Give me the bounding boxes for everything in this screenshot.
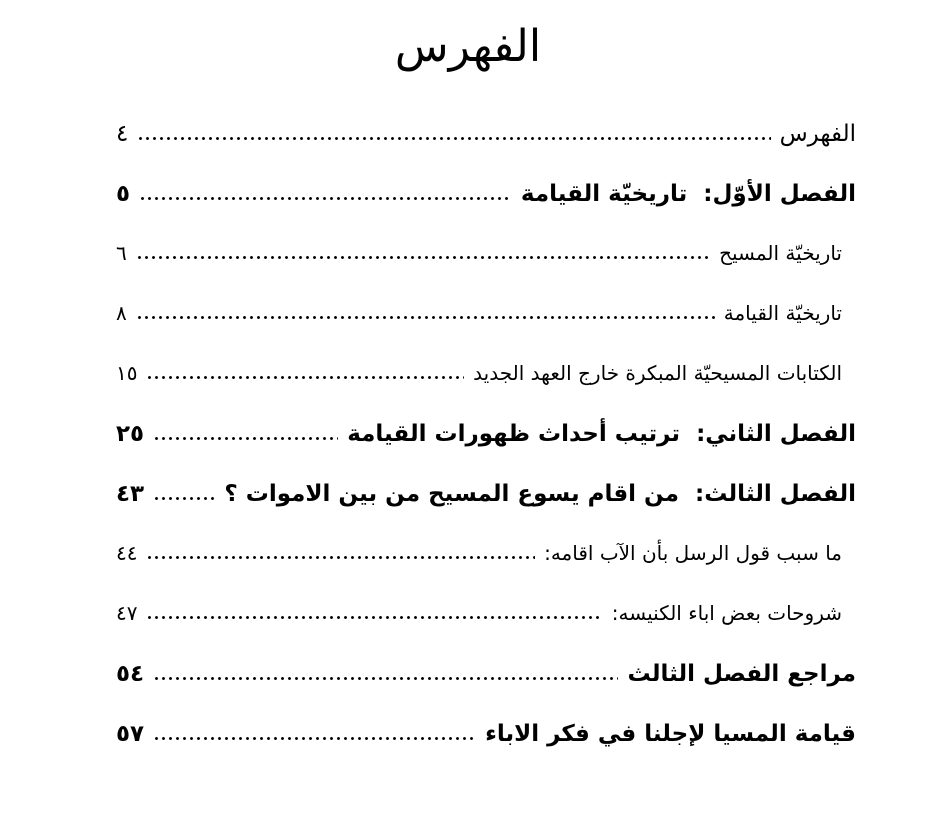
- dot-leader: [153, 496, 215, 501]
- toc-entry[interactable]: [116, 520, 856, 580]
- toc-entry[interactable]: [116, 280, 856, 340]
- toc-entry-label: الكتابات المسيحيّة المبكرة خارج العهد الجديد: [473, 360, 842, 385]
- toc-entry[interactable]: [116, 460, 856, 520]
- toc-entry-label: مراجع الفصل الثالث: [627, 660, 856, 687]
- toc-entry-label: الفصل الثاني: ترتيب أحداث ظهورات القيامة: [347, 420, 856, 447]
- dot-leader: [146, 555, 535, 560]
- toc-entry[interactable]: [116, 580, 856, 640]
- toc-entry-page-number: ٨: [116, 300, 127, 325]
- toc-entry-page-number: ٥٤: [116, 660, 145, 687]
- toc-entry-page-number: ٦: [116, 240, 127, 265]
- toc-entry-label: ما سبب قول الرسل بأن الآب اقامه:: [544, 540, 842, 565]
- toc-entry[interactable]: [116, 100, 856, 160]
- dot-leader: [137, 136, 770, 141]
- dot-leader: [136, 255, 710, 260]
- toc-entry-label: الفهرس: [779, 120, 856, 147]
- dot-leader: [146, 375, 464, 380]
- toc-entry-page-number: ٤٧: [116, 600, 138, 625]
- page-title: الفهرس: [394, 21, 542, 72]
- toc-entry-label: الفصل الثالث: من اقام يسوع المسيح من بين الاموات ؟: [224, 480, 856, 507]
- dot-leader: [139, 196, 512, 201]
- toc-entry-page-number: ٥: [116, 180, 131, 207]
- toc-entry-page-number: ٢٥: [116, 420, 145, 447]
- toc-entry[interactable]: [116, 700, 856, 760]
- toc-entry[interactable]: [116, 160, 856, 220]
- dot-leader: [146, 615, 602, 620]
- toc-entry-label: شروحات بعض اباء الكنيسه:: [611, 600, 842, 625]
- table-of-contents: [0, 100, 936, 760]
- toc-entry-page-number: ٥٧: [116, 720, 145, 747]
- toc-entry-page-number: ١٥: [116, 360, 138, 385]
- dot-leader: [136, 315, 715, 320]
- toc-entry-page-number: ٤٣: [116, 480, 145, 507]
- toc-entry[interactable]: [116, 220, 856, 280]
- toc-entry-page-number: ٤٤: [116, 540, 138, 565]
- toc-entry-page-number: ٤: [116, 120, 129, 147]
- toc-entry-label: قيامة المسيا لإجلنا في فكر الاباء: [485, 720, 856, 747]
- toc-entry[interactable]: [116, 340, 856, 400]
- dot-leader: [153, 736, 476, 741]
- dot-leader: [153, 676, 618, 681]
- dot-leader: [153, 436, 338, 441]
- toc-entry-label: تاريخيّة المسيح: [719, 240, 842, 265]
- toc-entry[interactable]: [116, 640, 856, 700]
- toc-entry-label: الفصل الأوّل: تاريخيّة القيامة: [520, 180, 856, 207]
- toc-entry[interactable]: [116, 400, 856, 460]
- toc-entry-label: تاريخيّة القيامة: [723, 300, 842, 325]
